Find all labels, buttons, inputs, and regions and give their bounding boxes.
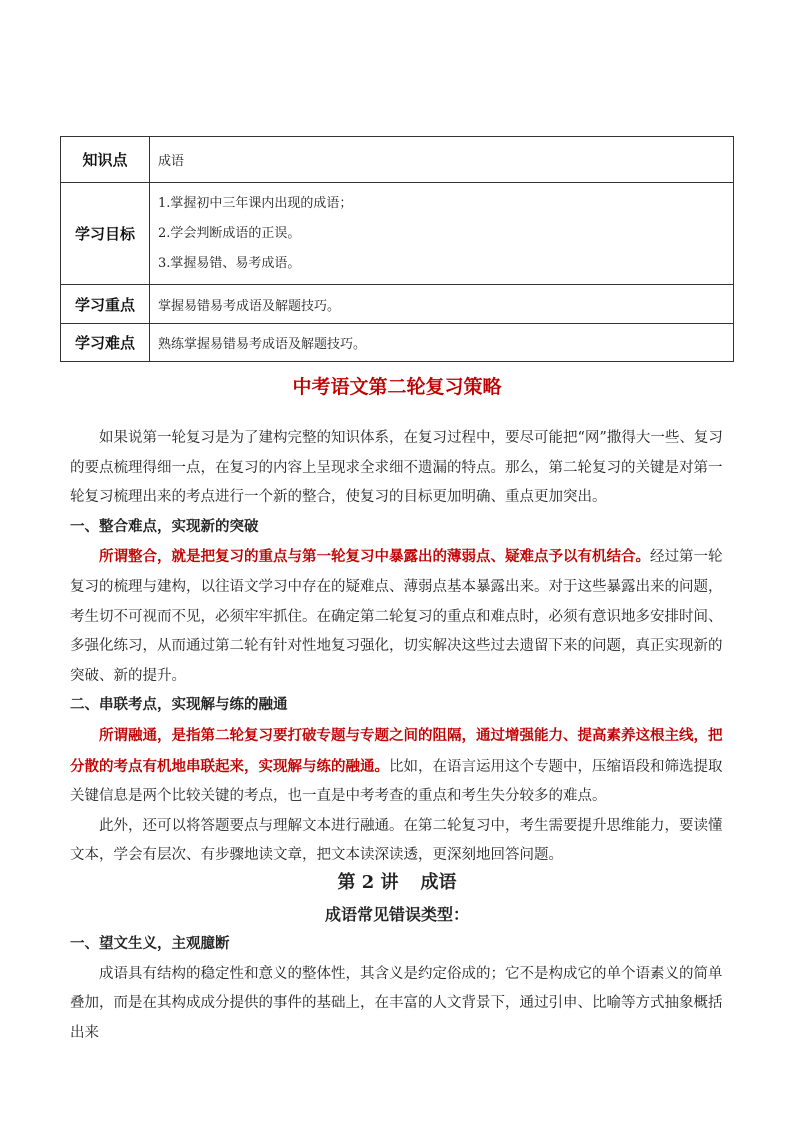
section1-paragraph bbox=[70, 542, 726, 691]
goal-item: 1.掌握初中三年课内出现的成语； bbox=[158, 195, 353, 211]
error-type1-paragraph: 成语具有结构的稳定性和意义的整体性，其含义是约定俗成的；它不是构成它的单个语素义的简单叠加，而是在其构成成分提供的事件的基础上，在丰富的人文背景下，通过引申、比喻等方式抽象概括出来 bbox=[70, 965, 723, 1041]
strategy-body bbox=[70, 424, 726, 871]
section2-extra-paragraph: 此外，还可以将答题要点与理解文本进行融通。在第二轮复习中，考生需要提升思维能力，要读懂文本，学会有层次、有步骤地读文章，把文本读深读透，更深刻地回答问题。 bbox=[70, 817, 723, 864]
intro-paragraph: 如果说第一轮复习是为了建构完整的知识体系，在复习过程中，要尽可能把“网”撒得大一些、复习的要点梳理得细一点，在复习的内容上呈现求全求细不遗漏的特点。那么，第二轮复习的关键是对第一轮复习梳理出来的考点进行一个新的整合，使复习的目标更加明确、重点更加突出。 bbox=[70, 430, 723, 506]
table-row-goals bbox=[61, 183, 734, 285]
lecture-title bbox=[0, 868, 794, 894]
lecture-body bbox=[70, 930, 726, 1048]
lecture-topic: 成语 bbox=[420, 872, 457, 893]
lecture-number: 第 2 讲 bbox=[337, 872, 399, 893]
section2-text: 比如，在语言运用这个专题中，压缩语段和筛选提取关键信息是两个比较关键的考点，也一直是中考考查的重点和考生失分较多的难点。 bbox=[70, 758, 723, 805]
section1-highlight: 所谓整合，就是把复习的重点与第一轮复习中暴露出的薄弱点、疑难点予以有机结合。 bbox=[99, 548, 650, 566]
focus-value: 掌握易错易考成语及解题技巧。 bbox=[150, 285, 734, 324]
goals-value bbox=[150, 183, 734, 285]
section1-heading: 一、整合难点，实现新的突破 bbox=[70, 518, 259, 535]
knowledge-value: 成语 bbox=[150, 137, 734, 183]
difficulty-value: 熟练掌握易错易考成语及解题技巧。 bbox=[150, 324, 734, 362]
difficulty-label: 学习难点 bbox=[61, 324, 150, 362]
goal-item: 2.学会判断成语的正误。 bbox=[158, 225, 301, 241]
table-row-focus bbox=[61, 285, 734, 324]
focus-label: 学习重点 bbox=[61, 285, 150, 324]
section1-text: 经过第一轮复习的梳理与建构，以往语文学习中存在的疑难点、薄弱点基本暴露出来。对于这些暴露出来的问题，考生切不可视而不见，必须牢牢抓住。在确定第二轮复习的重点和难点时，必须有意识地多安排时间、多强化练习，从而通过第二轮有针对性地复习强化，切实解决这些过去遗留下来的问题，真正实现新的突破、新的提升。 bbox=[70, 549, 723, 684]
error-type1-heading: 一、望文生义，主观臆断 bbox=[70, 936, 230, 952]
knowledge-label: 知识点 bbox=[61, 137, 150, 183]
lesson-info-table bbox=[60, 136, 734, 362]
section2-heading: 二、串联考点，实现解与练的融通 bbox=[70, 697, 288, 714]
section2-paragraph bbox=[70, 721, 726, 812]
goals-label: 学习目标 bbox=[61, 183, 150, 285]
table-row-difficulty bbox=[61, 324, 734, 362]
lecture-subtitle: 成语常见错误类型： bbox=[324, 905, 469, 924]
strategy-title: 中考语文第二轮复习策略 bbox=[292, 376, 502, 398]
table-row-knowledge bbox=[61, 137, 734, 183]
goal-item: 3.掌握易错、易考成语。 bbox=[158, 255, 301, 271]
section2-highlight: 所谓融通，是指第二轮复习要打破专题与专题之间的阻隔，通过增强能力、提高素养这根主线，把分散的考点有机地串联起来，实现解与练的融通。 bbox=[70, 726, 723, 775]
